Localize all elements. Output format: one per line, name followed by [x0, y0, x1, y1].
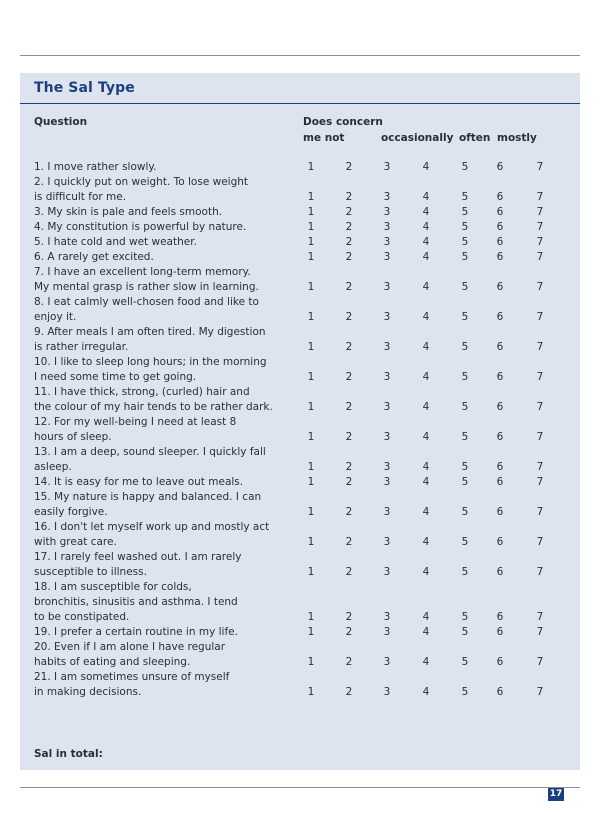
- rating-option[interactable]: 1: [307, 206, 315, 218]
- rating-option[interactable]: 1: [307, 191, 315, 203]
- rating-option[interactable]: 7: [536, 476, 544, 488]
- rating-option[interactable]: 2: [345, 371, 353, 383]
- question-row: [34, 385, 580, 415]
- rating-option[interactable]: 4: [422, 461, 430, 473]
- rating-option[interactable]: 2: [345, 536, 353, 548]
- question-line: 18. I am susceptible for colds,: [34, 581, 192, 593]
- rating-option[interactable]: 3: [383, 401, 391, 413]
- rating-scale: [34, 160, 580, 175]
- rating-scale: [34, 250, 580, 265]
- rating-option[interactable]: 4: [422, 371, 430, 383]
- rating-option[interactable]: 3: [383, 626, 391, 638]
- rating-option[interactable]: 3: [383, 191, 391, 203]
- rating-option[interactable]: 1: [307, 341, 315, 353]
- rating-option[interactable]: 6: [496, 401, 504, 413]
- rating-scale: [34, 565, 580, 580]
- rating-option[interactable]: 1: [307, 371, 315, 383]
- rating-option[interactable]: 1: [307, 221, 315, 233]
- question-line: with great care.: [34, 536, 117, 548]
- rating-scale: [34, 610, 580, 625]
- question-line: 12. For my well-being I need at least 8: [34, 416, 237, 428]
- rating-option[interactable]: 4: [422, 656, 430, 668]
- rating-option[interactable]: 7: [536, 611, 544, 623]
- rating-option[interactable]: 5: [461, 191, 469, 203]
- rating-option[interactable]: 7: [536, 191, 544, 203]
- me-not-header: me not: [303, 132, 345, 144]
- rating-option[interactable]: 5: [461, 431, 469, 443]
- occasionally-header: occasionally: [381, 132, 454, 144]
- question-row: [34, 520, 580, 550]
- rating-option[interactable]: 5: [461, 161, 469, 173]
- rating-option[interactable]: 1: [307, 536, 315, 548]
- rating-option[interactable]: 7: [536, 506, 544, 518]
- rating-option[interactable]: 7: [536, 341, 544, 353]
- rating-option[interactable]: 5: [461, 536, 469, 548]
- rating-option[interactable]: 4: [422, 431, 430, 443]
- page-number: 17: [549, 789, 563, 799]
- rating-option[interactable]: 2: [345, 341, 353, 353]
- rating-scale: [34, 235, 580, 250]
- rating-option[interactable]: 3: [383, 686, 391, 698]
- rating-option[interactable]: 5: [461, 206, 469, 218]
- question-line: 7. I have an excellent long-term memory.: [34, 266, 251, 278]
- question-line: easily forgive.: [34, 506, 108, 518]
- total-label: Sal in total:: [34, 748, 103, 760]
- question-row: [34, 625, 580, 640]
- rating-option[interactable]: 3: [383, 461, 391, 473]
- rating-option[interactable]: 3: [383, 566, 391, 578]
- rating-option[interactable]: 1: [307, 476, 315, 488]
- rating-option[interactable]: 7: [536, 371, 544, 383]
- rating-option[interactable]: 1: [307, 611, 315, 623]
- question-line: 14. It is easy for me to leave out meals.: [34, 476, 244, 488]
- rating-option[interactable]: 2: [345, 191, 353, 203]
- rating-option[interactable]: 7: [536, 161, 544, 173]
- rating-option[interactable]: 6: [496, 371, 504, 383]
- rating-scale: [34, 205, 580, 220]
- rating-option[interactable]: 3: [383, 536, 391, 548]
- rating-option[interactable]: 6: [496, 251, 504, 263]
- rating-option[interactable]: 7: [536, 401, 544, 413]
- rating-option[interactable]: 2: [345, 161, 353, 173]
- rating-option[interactable]: 1: [307, 506, 315, 518]
- rating-option[interactable]: 7: [536, 686, 544, 698]
- rating-option[interactable]: 5: [461, 461, 469, 473]
- rating-option[interactable]: 4: [422, 221, 430, 233]
- rating-option[interactable]: 1: [307, 431, 315, 443]
- question-row: [34, 580, 580, 625]
- question-line: is rather irregular.: [34, 341, 129, 353]
- rating-option[interactable]: 7: [536, 536, 544, 548]
- question-line: 21. I am sometimes unsure of myself: [34, 671, 230, 683]
- rating-option[interactable]: 4: [422, 251, 430, 263]
- rating-option[interactable]: 2: [345, 281, 353, 293]
- rating-option[interactable]: 7: [536, 431, 544, 443]
- question-line: is difficult for me.: [34, 191, 127, 203]
- title-rule: [20, 103, 580, 104]
- rating-scale: [34, 220, 580, 235]
- rating-option[interactable]: 4: [422, 611, 430, 623]
- rating-option[interactable]: 7: [536, 626, 544, 638]
- rating-option[interactable]: 2: [345, 206, 353, 218]
- rating-option[interactable]: 1: [307, 626, 315, 638]
- rating-option[interactable]: 6: [496, 191, 504, 203]
- rating-option[interactable]: 6: [496, 686, 504, 698]
- rating-option[interactable]: 7: [536, 461, 544, 473]
- question-line: 3. My skin is pale and feels smooth.: [34, 206, 223, 218]
- rating-option[interactable]: 2: [345, 431, 353, 443]
- question-line: habits of eating and sleeping.: [34, 656, 191, 668]
- rating-option[interactable]: 4: [422, 686, 430, 698]
- rating-option[interactable]: 6: [496, 566, 504, 578]
- rating-option[interactable]: 4: [422, 401, 430, 413]
- rating-option[interactable]: 3: [383, 311, 391, 323]
- rating-option[interactable]: 1: [307, 461, 315, 473]
- rating-option[interactable]: 4: [422, 311, 430, 323]
- rating-option[interactable]: 1: [307, 401, 315, 413]
- rating-scale: [34, 625, 580, 640]
- rating-option[interactable]: 6: [496, 506, 504, 518]
- rating-option[interactable]: 1: [307, 251, 315, 263]
- rating-option[interactable]: 1: [307, 311, 315, 323]
- rating-option[interactable]: 2: [345, 626, 353, 638]
- rating-scale: [34, 190, 580, 205]
- rating-option[interactable]: 2: [345, 566, 353, 578]
- rating-option[interactable]: 2: [345, 611, 353, 623]
- rating-option[interactable]: 6: [496, 341, 504, 353]
- rating-option[interactable]: 5: [461, 221, 469, 233]
- question-line: the colour of my hair tends to be rather dark.: [34, 401, 273, 413]
- question-line: I need some time to get going.: [34, 371, 197, 383]
- rating-scale: [34, 430, 580, 445]
- rating-option[interactable]: 5: [461, 311, 469, 323]
- rating-option[interactable]: 7: [536, 221, 544, 233]
- does-concern-header: Does concern: [303, 116, 383, 128]
- question-line: 17. I rarely feel washed out. I am rarely: [34, 551, 242, 563]
- question-line: 13. I am a deep, sound sleeper. I quickly fall: [34, 446, 266, 458]
- rating-option[interactable]: 3: [383, 206, 391, 218]
- rating-option[interactable]: 2: [345, 686, 353, 698]
- rating-option[interactable]: 4: [422, 191, 430, 203]
- question-row: [34, 670, 580, 700]
- rating-option[interactable]: 3: [383, 341, 391, 353]
- rating-option[interactable]: 6: [496, 206, 504, 218]
- question-row: [34, 355, 580, 385]
- question-row: [34, 325, 580, 355]
- rating-option[interactable]: 1: [307, 281, 315, 293]
- rating-scale: [34, 505, 580, 520]
- rating-option[interactable]: 1: [307, 161, 315, 173]
- rating-option[interactable]: 2: [345, 401, 353, 413]
- rating-option[interactable]: 5: [461, 506, 469, 518]
- rating-option[interactable]: 5: [461, 251, 469, 263]
- rating-option[interactable]: 4: [422, 626, 430, 638]
- rating-option[interactable]: 1: [307, 686, 315, 698]
- question-row: [34, 220, 580, 235]
- rating-option[interactable]: 4: [422, 281, 430, 293]
- rating-scale: [34, 340, 580, 355]
- rating-option[interactable]: 6: [496, 476, 504, 488]
- rating-option[interactable]: 2: [345, 311, 353, 323]
- rating-scale: [34, 685, 580, 700]
- often-header: often: [459, 132, 491, 144]
- question-line: 19. I prefer a certain routine in my life.: [34, 626, 238, 638]
- rating-scale: [34, 400, 580, 415]
- rating-option[interactable]: 5: [461, 281, 469, 293]
- rating-scale: [34, 370, 580, 385]
- rating-option[interactable]: 7: [536, 236, 544, 248]
- rating-option[interactable]: 6: [496, 626, 504, 638]
- rating-option[interactable]: 3: [383, 656, 391, 668]
- question-row: [34, 640, 580, 670]
- rating-option[interactable]: 4: [422, 566, 430, 578]
- rating-scale: [34, 310, 580, 325]
- rating-option[interactable]: 2: [345, 251, 353, 263]
- rating-option[interactable]: 6: [496, 431, 504, 443]
- rating-option[interactable]: 3: [383, 476, 391, 488]
- rating-option[interactable]: 5: [461, 686, 469, 698]
- question-row: [34, 205, 580, 220]
- rating-option[interactable]: 5: [461, 566, 469, 578]
- rating-scale: [34, 460, 580, 475]
- page-title: The Sal Type: [34, 80, 135, 96]
- question-row: [34, 475, 580, 490]
- question-row: [34, 295, 580, 325]
- question-row: [34, 550, 580, 580]
- question-line: 6. A rarely get excited.: [34, 251, 154, 263]
- question-header: Question: [34, 116, 88, 128]
- rating-option[interactable]: 1: [307, 656, 315, 668]
- rating-option[interactable]: 3: [383, 236, 391, 248]
- rating-scale: [34, 655, 580, 670]
- rating-option[interactable]: 4: [422, 476, 430, 488]
- rating-option[interactable]: 4: [422, 536, 430, 548]
- rating-option[interactable]: 6: [496, 221, 504, 233]
- rating-option[interactable]: 6: [496, 611, 504, 623]
- question-line: 15. My nature is happy and balanced. I can: [34, 491, 262, 503]
- rating-option[interactable]: 7: [536, 251, 544, 263]
- rating-option[interactable]: 2: [345, 476, 353, 488]
- rating-option[interactable]: 2: [345, 236, 353, 248]
- rating-option[interactable]: 3: [383, 221, 391, 233]
- rating-option[interactable]: 2: [345, 461, 353, 473]
- rating-option[interactable]: 3: [383, 251, 391, 263]
- rating-option[interactable]: 6: [496, 236, 504, 248]
- question-line: asleep.: [34, 461, 72, 473]
- rating-option[interactable]: 3: [383, 371, 391, 383]
- rating-option[interactable]: 1: [307, 236, 315, 248]
- rating-scale: [34, 475, 580, 490]
- rating-option[interactable]: 7: [536, 566, 544, 578]
- question-row: [34, 265, 580, 295]
- question-row: [34, 445, 580, 475]
- rating-option[interactable]: 5: [461, 236, 469, 248]
- question-line: 8. I eat calmly well-chosen food and like to: [34, 296, 259, 308]
- rating-option[interactable]: 4: [422, 206, 430, 218]
- rating-option[interactable]: 2: [345, 221, 353, 233]
- rating-option[interactable]: 6: [496, 311, 504, 323]
- rating-option[interactable]: 7: [536, 656, 544, 668]
- rating-option[interactable]: 6: [496, 461, 504, 473]
- rating-option[interactable]: 4: [422, 236, 430, 248]
- rating-option[interactable]: 3: [383, 506, 391, 518]
- rating-option[interactable]: 5: [461, 656, 469, 668]
- rating-option[interactable]: 2: [345, 656, 353, 668]
- question-line: enjoy it.: [34, 311, 77, 323]
- question-line: 16. I don't let myself work up and mostly act: [34, 521, 270, 533]
- rating-option[interactable]: 3: [383, 281, 391, 293]
- rating-option[interactable]: 4: [422, 506, 430, 518]
- question-line: 11. I have thick, strong, (curled) hair and: [34, 386, 250, 398]
- question-row: [34, 175, 580, 205]
- top-rule: [20, 55, 580, 56]
- question-line: 5. I hate cold and wet weather.: [34, 236, 197, 248]
- question-line: 10. I like to sleep long hours; in the morning: [34, 356, 267, 368]
- question-line: 20. Even if I am alone I have regular: [34, 641, 226, 653]
- rating-option[interactable]: 7: [536, 281, 544, 293]
- question-line: to be constipated.: [34, 611, 130, 623]
- rating-option[interactable]: 6: [496, 281, 504, 293]
- question-line: 9. After meals I am often tired. My digestion: [34, 326, 266, 338]
- question-line: hours of sleep.: [34, 431, 112, 443]
- rating-option[interactable]: 7: [536, 311, 544, 323]
- question-line: 2. I quickly put on weight. To lose weight: [34, 176, 249, 188]
- question-line: 1. I move rather slowly.: [34, 161, 157, 173]
- question-row: [34, 160, 580, 175]
- rating-option[interactable]: 5: [461, 341, 469, 353]
- mostly-header: mostly: [497, 132, 537, 144]
- rating-option[interactable]: 2: [345, 506, 353, 518]
- rating-option[interactable]: 5: [461, 401, 469, 413]
- rating-scale: [34, 280, 580, 295]
- rating-option[interactable]: 4: [422, 341, 430, 353]
- bottom-rule: [20, 787, 580, 788]
- rating-scale: [34, 535, 580, 550]
- rating-option[interactable]: 3: [383, 161, 391, 173]
- rating-option[interactable]: 6: [496, 161, 504, 173]
- rating-option[interactable]: 7: [536, 206, 544, 218]
- rating-option[interactable]: 5: [461, 611, 469, 623]
- question-row: [34, 250, 580, 265]
- question-line: in making decisions.: [34, 686, 142, 698]
- question-line: bronchitis, sinusitis and asthma. I tend: [34, 596, 238, 608]
- question-line: My mental grasp is rather slow in learning.: [34, 281, 259, 293]
- question-row: [34, 490, 580, 520]
- rating-option[interactable]: 1: [307, 566, 315, 578]
- rating-option[interactable]: 5: [461, 476, 469, 488]
- rating-option[interactable]: 3: [383, 611, 391, 623]
- rating-option[interactable]: 6: [496, 656, 504, 668]
- rating-option[interactable]: 6: [496, 536, 504, 548]
- question-row: [34, 415, 580, 445]
- question-line: 4. My constitution is powerful by nature.: [34, 221, 247, 233]
- rating-option[interactable]: 3: [383, 431, 391, 443]
- rating-option[interactable]: 4: [422, 161, 430, 173]
- rating-option[interactable]: 5: [461, 626, 469, 638]
- question-row: [34, 235, 580, 250]
- rating-option[interactable]: 5: [461, 371, 469, 383]
- question-line: susceptible to illness.: [34, 566, 147, 578]
